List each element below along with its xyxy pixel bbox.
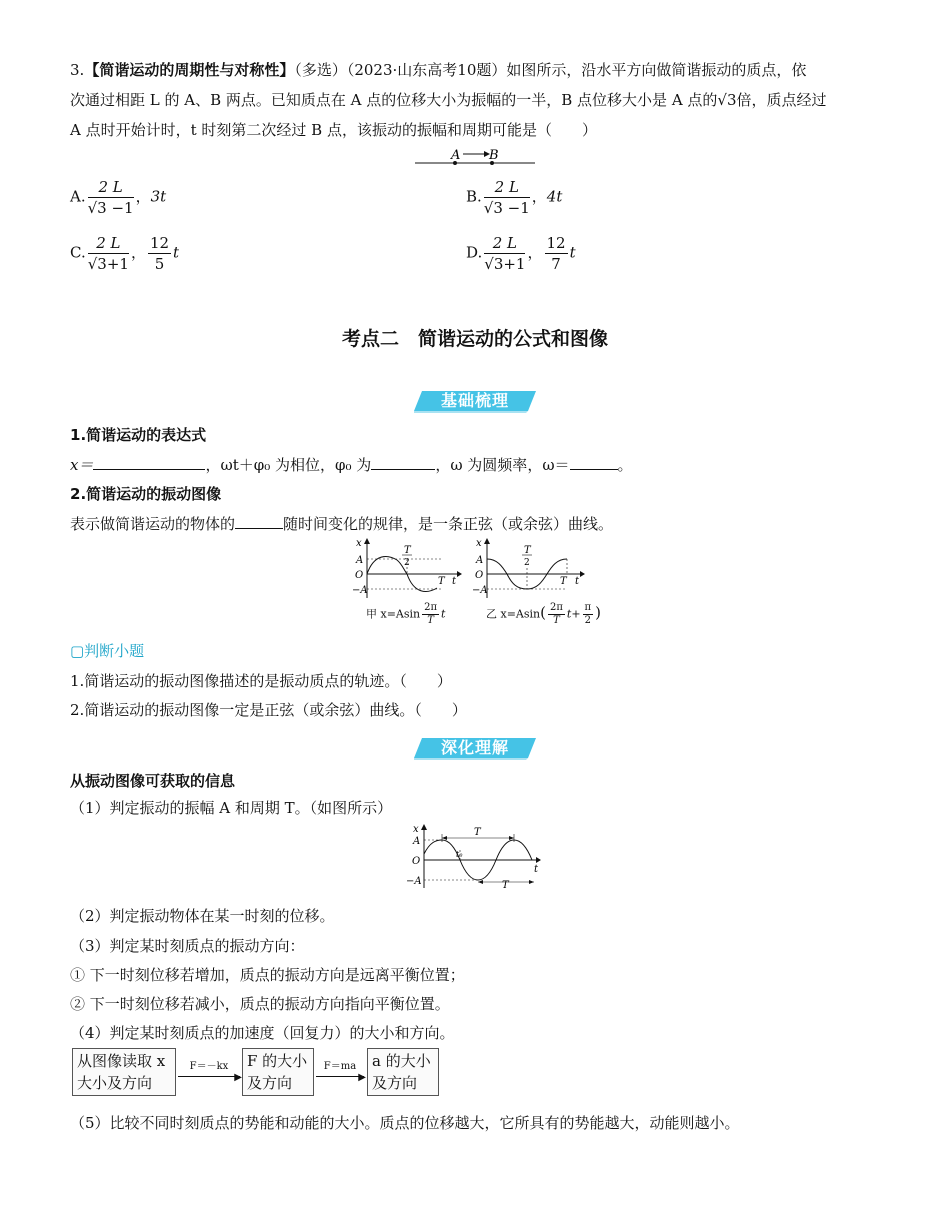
svg-text:x: x — [413, 824, 419, 835]
judge-item-2[interactable]: 2.简谐运动的振动图像一定是正弦（或余弦）曲线。（ ） — [70, 701, 467, 719]
svg-text:O: O — [475, 570, 484, 581]
banner-basics — [414, 389, 536, 413]
svg-text:−A: −A — [472, 585, 488, 596]
ab-figure — [410, 144, 540, 168]
info-item-7: （5）比较不同时刻质点的势能和动能的大小。质点的位移越大，它所具有的势能越大，动能则越小。 — [70, 1114, 740, 1132]
info-item-5: ② 下一时刻位移若减小，质点的振动方向指向平衡位置。 — [70, 995, 450, 1013]
question-type: （多选） — [294, 61, 347, 79]
svg-text:T: T — [404, 545, 411, 556]
option-d[interactable]: D. $\frac{2 L}{√3+1}$ ， $\frac{12}{7}$ t — [466, 234, 576, 273]
info-item-6: （4）判定某时刻质点的加速度（回复力）的大小和方向。 — [70, 1024, 455, 1042]
info-item-1: （1）判定振动的振幅 A 和周期 T。（如图所示） — [70, 799, 393, 817]
blank-formula[interactable] — [93, 455, 205, 470]
point1-line: x＝ ，ωt＋φ₀ 为相位，φ₀ 为 ，ω 为圆频率，ω＝ 。 — [70, 456, 633, 474]
graph-sine — [352, 538, 462, 600]
svg-text:O: O — [412, 856, 421, 867]
graph2-caption: 乙 x=Asin( $\frac{2\pi}{T}$ t+ $\frac{\pi}{2}$ ) — [486, 602, 601, 626]
q3-line3: A 点时开始计时，t 时刻第二次经过 B 点，该振动的振幅和周期可能是（ ） — [70, 121, 597, 139]
question-source: （2023·山东高考10题） — [346, 61, 507, 79]
graph1-caption: 甲 x=Asin $\frac{2\pi}{T}$ t — [366, 602, 446, 626]
question-tag: 【简谐运动的周期性与对称性】 — [84, 61, 295, 79]
question-text: 如图所示，沿水平方向做简谐振动的质点，依 — [506, 61, 807, 79]
svg-text:2: 2 — [404, 558, 410, 568]
info-title: 从振动图像可获取的信息 — [70, 772, 236, 790]
info-item-2: （2）判定振动物体在某一时刻的位移。 — [70, 907, 335, 925]
option-b[interactable]: B. $\frac{2 L}{√3 -1}$ ，4t — [466, 178, 563, 217]
point2-line: 表示做简谐运动的物体的 随时间变化的规律，是一条正弦（或余弦）曲线。 — [70, 515, 614, 533]
label-a: A — [451, 148, 461, 163]
svg-text:x: x — [476, 538, 482, 549]
svg-text:t: t — [534, 864, 539, 875]
q3-line2: 次通过相距 L 的 A、B 两点。已知质点在 A 点的位移大小为振幅的一半，B 点位移大小是 A 点的√3倍，质点经过 — [70, 91, 827, 109]
svg-text:T: T — [502, 880, 509, 890]
svg-text:A: A — [356, 555, 364, 566]
blank-omega[interactable] — [570, 455, 618, 470]
flow-box-acceleration: a 的大小 及方向 — [367, 1048, 439, 1096]
question-number: 3. — [70, 61, 85, 79]
banner-text: 深化理解 — [440, 738, 509, 757]
svg-text:O: O — [355, 570, 364, 581]
graph-amplitude-period — [406, 824, 542, 890]
judge-item-1[interactable]: 1.简谐运动的振动图像描述的是振动质点的轨迹。（ ） — [70, 672, 452, 690]
svg-text:x: x — [356, 538, 362, 549]
svg-text:T: T — [474, 827, 481, 838]
graph-cosine — [472, 538, 587, 600]
svg-text:t₀: t₀ — [456, 850, 463, 859]
blank-displacement[interactable] — [235, 514, 283, 529]
svg-text:A: A — [476, 555, 484, 566]
svg-text:−A: −A — [406, 876, 422, 887]
section-title: 考点二 简谐运动的公式和图像 — [341, 328, 608, 350]
banner-deepen — [414, 736, 536, 760]
info-item-4: ① 下一时刻位移若增加，质点的振动方向是远离平衡位置； — [70, 966, 465, 984]
flow-box-force: F 的大小 及方向 — [242, 1048, 314, 1096]
option-c[interactable]: C. $\frac{2 L}{√3+1}$ ， $\frac{12}{5}$ t — [70, 234, 180, 273]
flow-box-read-x: 从图像读取 x 大小及方向 — [72, 1048, 176, 1096]
info-item-3: （3）判定某时刻质点的振动方向： — [70, 937, 305, 955]
blank-initial-phase[interactable] — [371, 455, 435, 470]
judge-title: ▢判断小题 — [70, 642, 145, 660]
svg-text:t: t — [452, 576, 457, 587]
point1-title: 1.简谐运动的表达式 — [70, 426, 207, 444]
svg-text:A: A — [413, 836, 421, 847]
svg-text:2: 2 — [524, 558, 530, 568]
svg-text:T: T — [438, 576, 445, 587]
svg-text:T: T — [560, 576, 567, 587]
point2-title: 2.简谐运动的振动图像 — [70, 485, 222, 503]
banner-text: 基础梳理 — [440, 391, 509, 410]
svg-text:t: t — [575, 576, 580, 587]
svg-text:−A: −A — [352, 585, 368, 596]
svg-text:T: T — [524, 545, 531, 556]
option-a[interactable]: A. $\frac{2 L}{√3 -1}$ ，3t — [70, 178, 167, 217]
q3-line1 — [70, 59, 806, 80]
flow-arrow-1: F＝－kx ▶ — [178, 1057, 240, 1077]
label-b: B — [489, 148, 499, 163]
flow-arrow-2: F＝ma ▶ — [316, 1057, 364, 1077]
